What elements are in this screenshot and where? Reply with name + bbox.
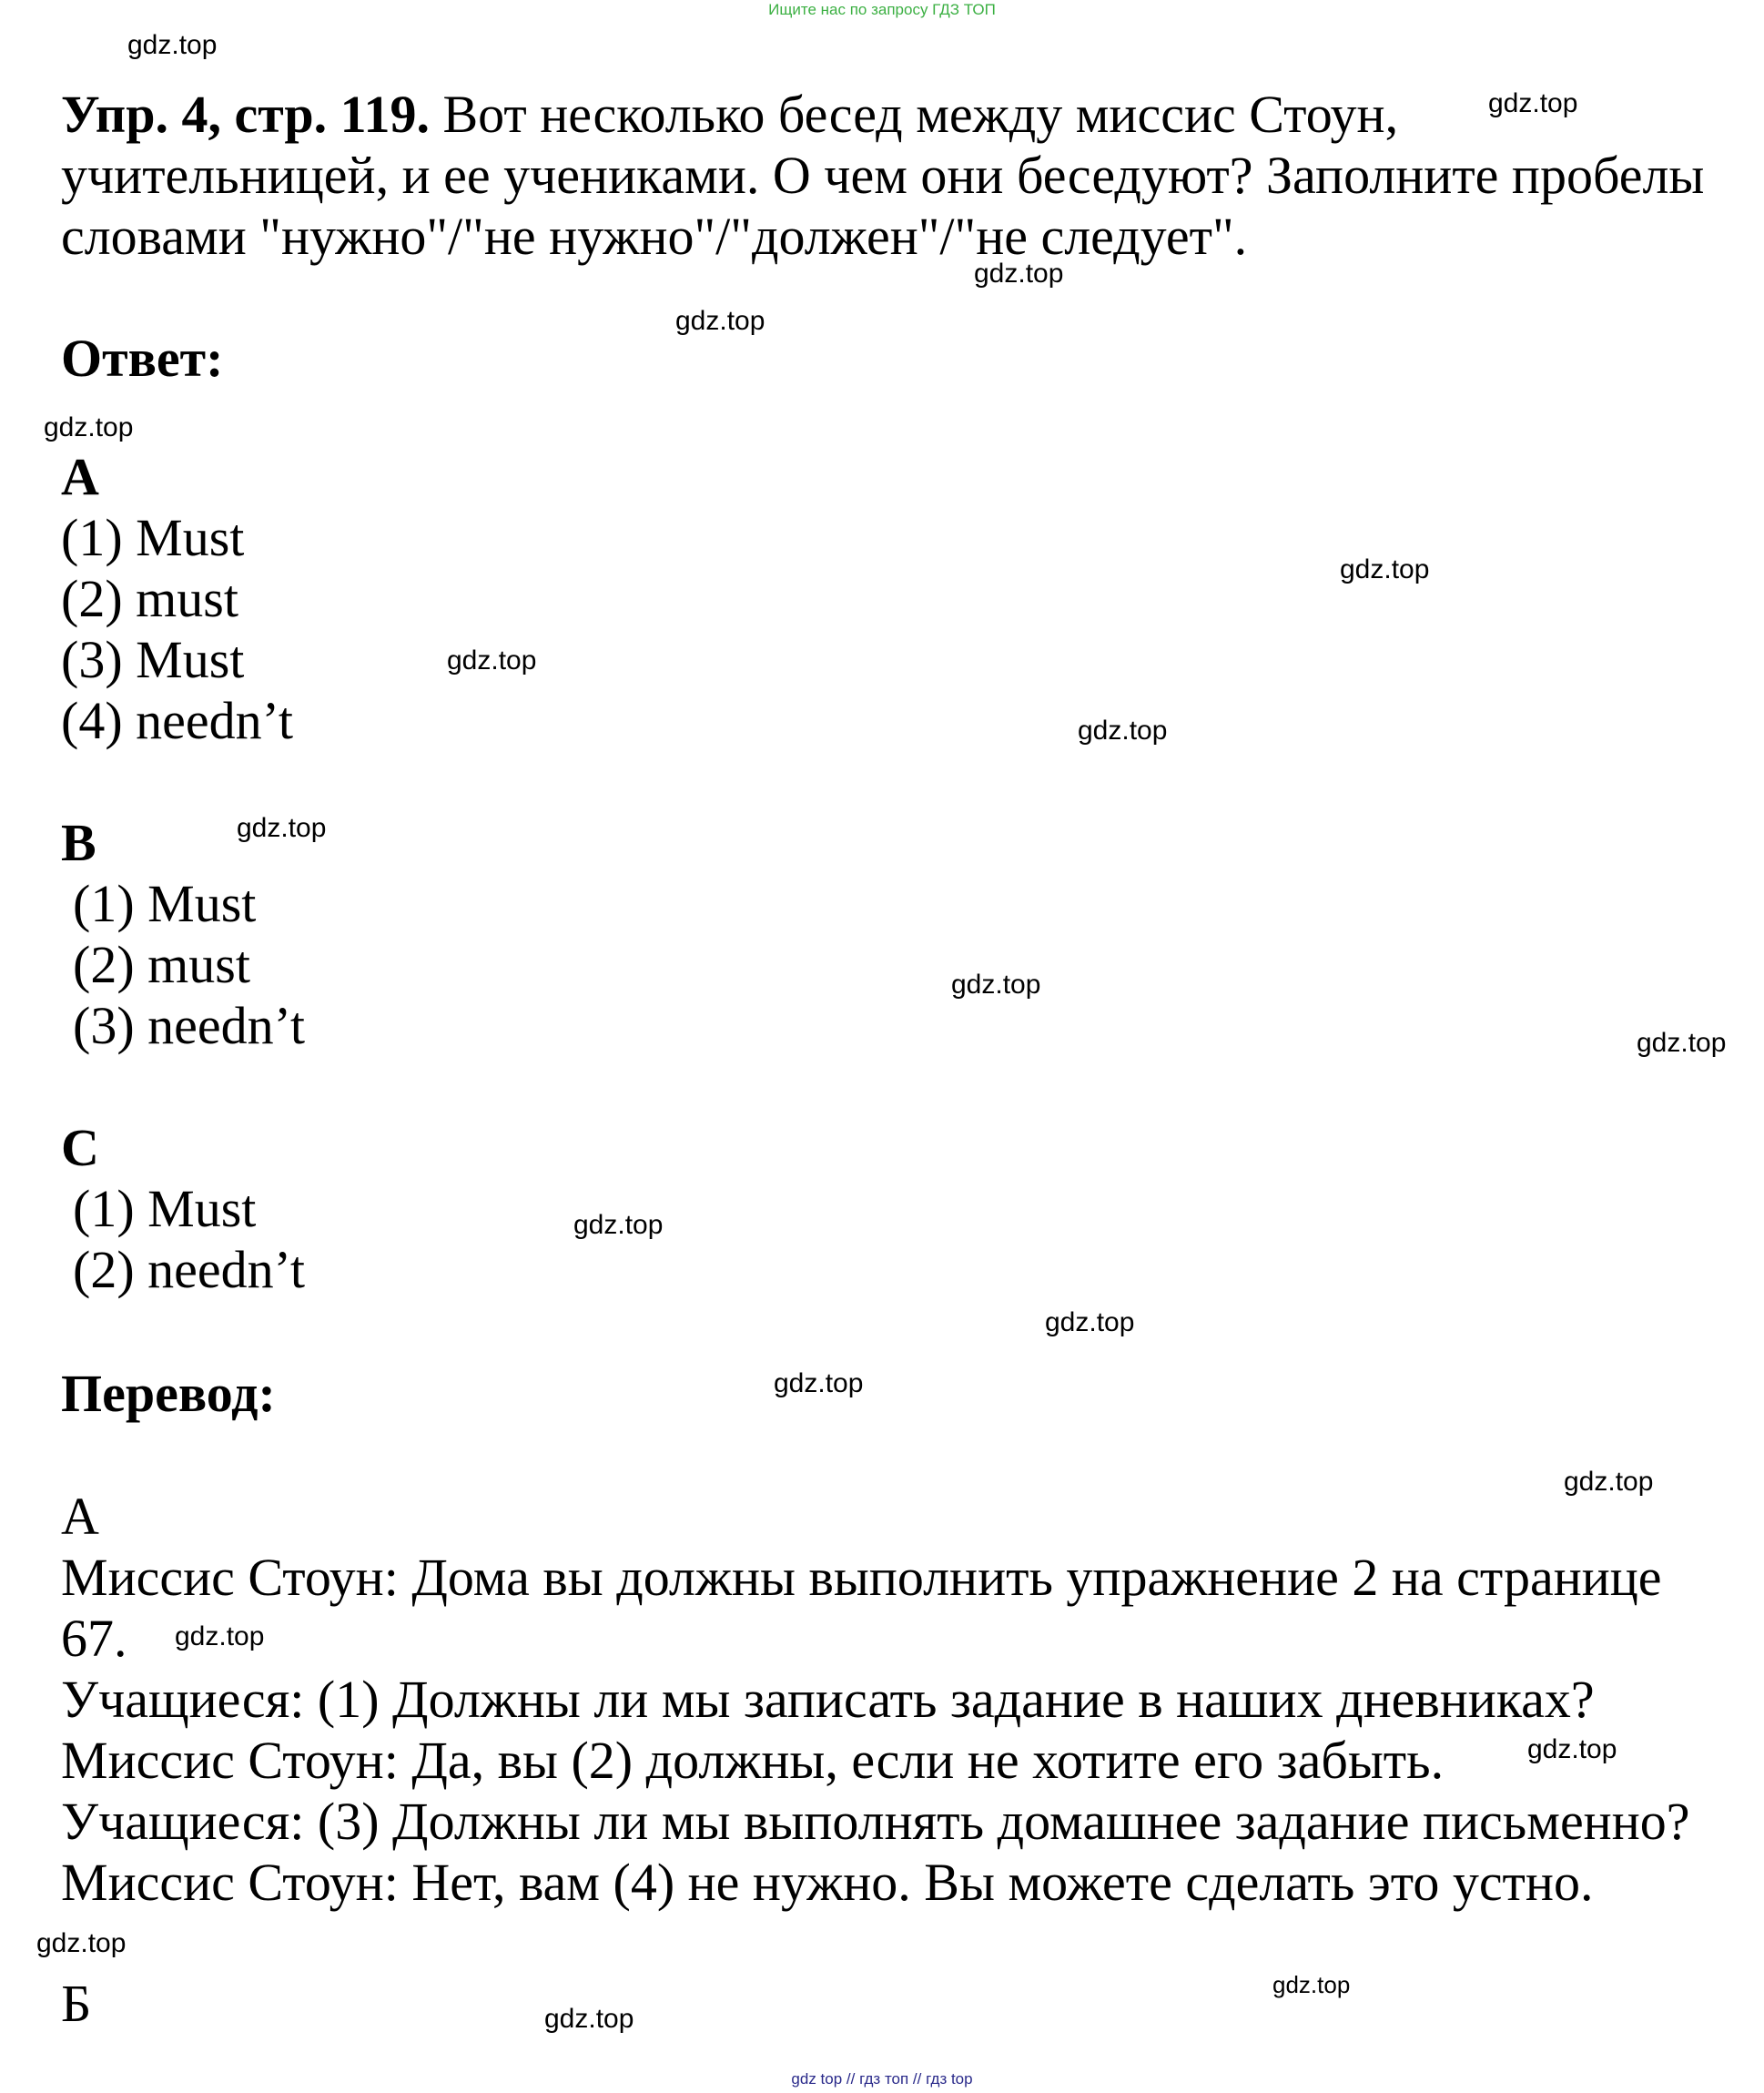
- watermark: gdz.top: [447, 645, 537, 676]
- answer-letter-a: A: [61, 447, 99, 506]
- watermark: gdz.top: [175, 1621, 265, 1651]
- watermark: gdz.top: [1078, 716, 1168, 746]
- answer-item: (2) must: [61, 569, 238, 628]
- task-text: Вот несколько бесед между миссис Стоун, учительницей, и ее учениками. О чем они беседуют? Заполните пробелы словами "нужно"/"не нужно"/"должен"/"не следует".: [61, 85, 1705, 266]
- watermark: gdz.top: [951, 970, 1041, 1000]
- task-statement: [61, 84, 1727, 267]
- answer-item: (3) needn’t: [73, 996, 305, 1055]
- footer: gdz top // гдз топ // гдз top: [791, 2070, 973, 2088]
- watermark: gdz.top: [544, 2004, 634, 2034]
- watermark: gdz.top: [974, 259, 1064, 289]
- watermark: gdz.top: [1272, 1971, 1351, 1998]
- dialogue-line: Учащиеся: (3) Должны ли мы выполнять домашнее задание письменно?: [61, 1792, 1690, 1851]
- answer-item: (1) Must: [61, 508, 245, 567]
- answer-item: (4) needn’t: [61, 691, 293, 750]
- answer-item: (3) Must: [61, 630, 245, 689]
- watermark: gdz.top: [1340, 554, 1430, 584]
- answer-heading: Ответ:: [61, 329, 224, 388]
- dialogue-line: Миссис Стоун: Нет, вам (4) не нужно. Вы можете сделать это устно.: [61, 1853, 1594, 1912]
- answer-item: (2) needn’t: [73, 1240, 305, 1299]
- watermark: gdz.top: [1637, 1028, 1727, 1058]
- watermark: gdz.top: [675, 306, 765, 336]
- watermark: gdz.top: [774, 1368, 864, 1398]
- translation-letter-a: А: [61, 1487, 99, 1546]
- translation-letter-b: Б: [61, 1974, 92, 2033]
- answer-letter-c: C: [61, 1118, 99, 1177]
- answer-list-c: [73, 1178, 305, 1300]
- top-banner: Ищите нас по запросу ГДЗ ТОП: [768, 1, 996, 18]
- answer-item: (2) must: [73, 935, 250, 994]
- dialogue-line: Миссис Стоун: Дома вы должны выполнить упражнение 2 на странице 67.: [61, 1548, 1662, 1668]
- watermark: gdz.top: [237, 813, 327, 843]
- answer-list-b: [73, 873, 305, 1056]
- translation-heading: Перевод:: [61, 1364, 276, 1423]
- answer-letter-b: B: [61, 813, 96, 872]
- watermark: gdz.top: [44, 412, 134, 442]
- watermark: gdz.top: [1564, 1467, 1654, 1497]
- dialogue-line: Учащиеся: (1) Должны ли мы записать задание в наших дневниках?: [61, 1670, 1595, 1729]
- answer-item: (1) Must: [73, 1179, 257, 1238]
- watermark: gdz.top: [127, 30, 218, 60]
- watermark: gdz.top: [1488, 88, 1578, 118]
- watermark: gdz.top: [1527, 1734, 1617, 1764]
- answer-list-a: [61, 507, 293, 751]
- answer-item: (1) Must: [73, 874, 257, 933]
- watermark: gdz.top: [1045, 1307, 1135, 1337]
- watermark: gdz.top: [573, 1210, 664, 1240]
- dialogue-line: Миссис Стоун: Да, вы (2) должны, если не хотите его забыть.: [61, 1731, 1445, 1790]
- translation-dialogue-a: [61, 1547, 1727, 1913]
- task-label: Упр. 4, стр. 119.: [61, 85, 430, 144]
- watermark: gdz.top: [36, 1928, 127, 1958]
